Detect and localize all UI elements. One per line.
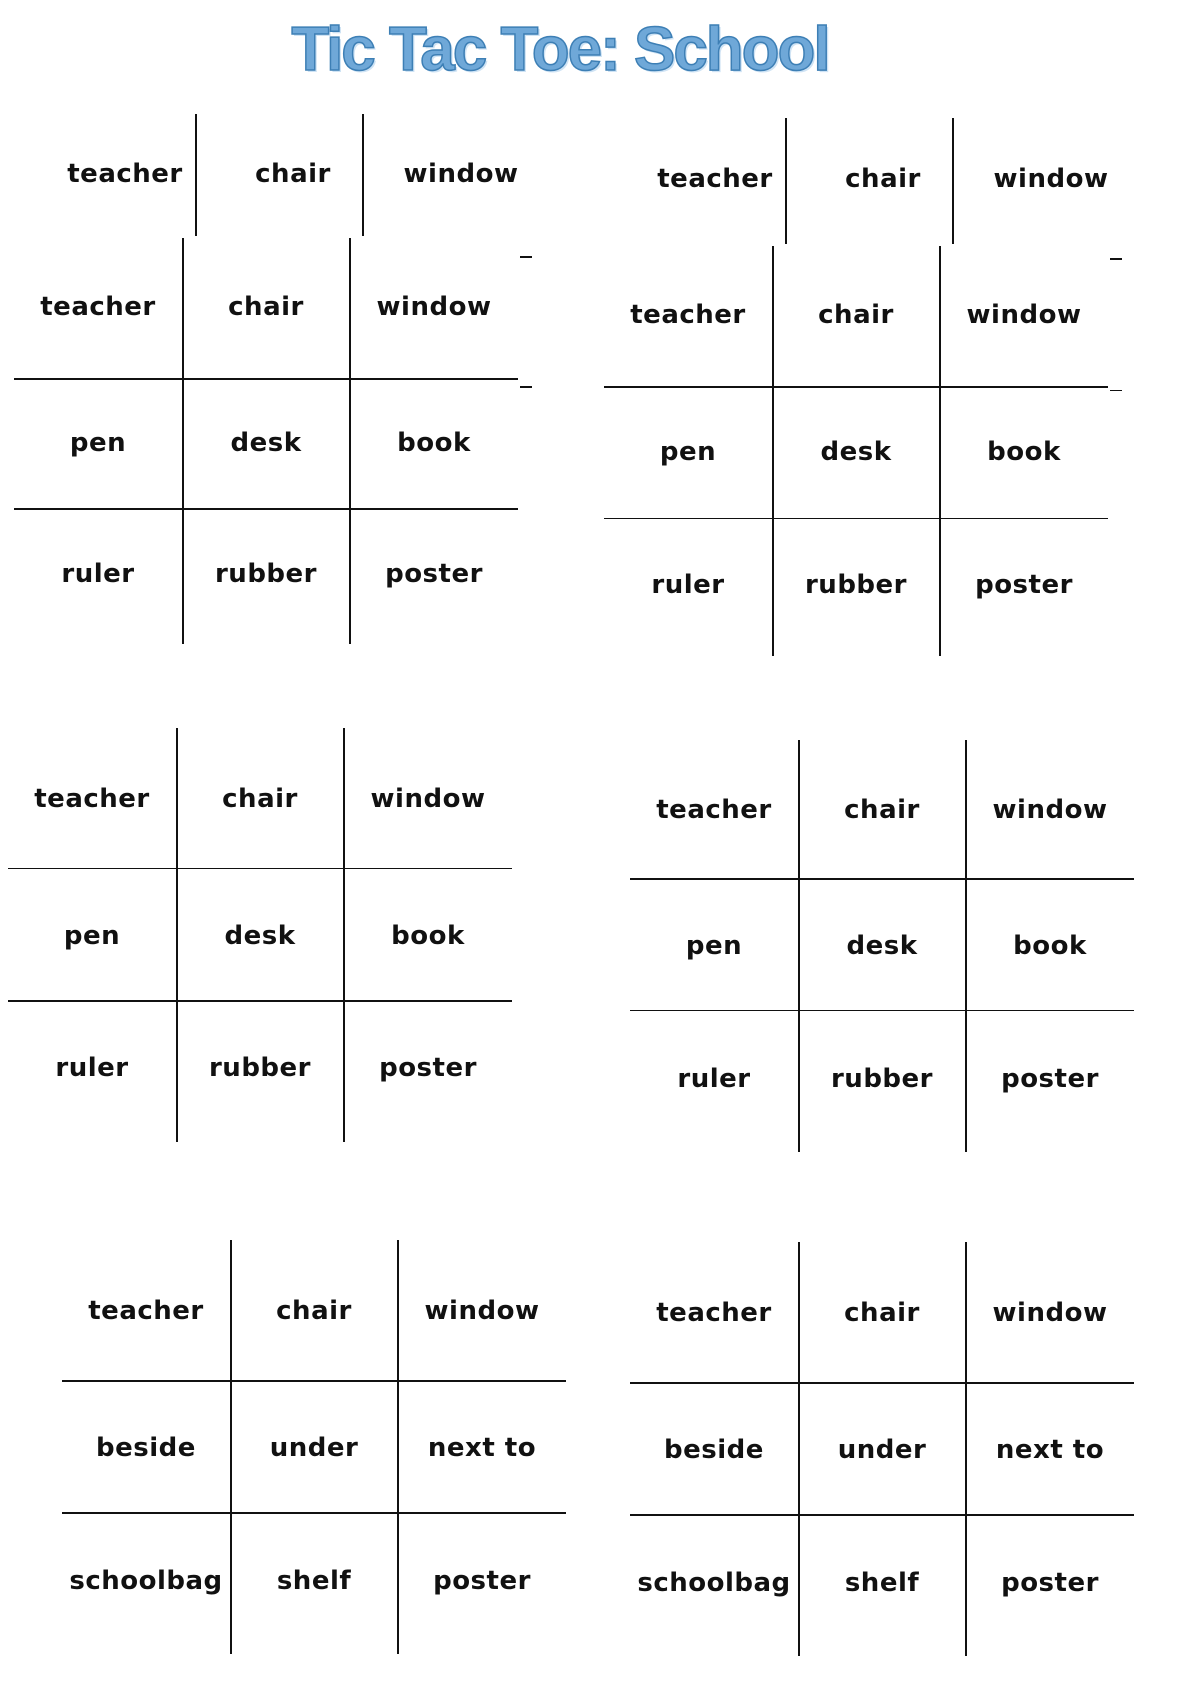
grid-cell: chair (845, 164, 921, 194)
grid-cell: chair (255, 159, 331, 189)
grid-line (630, 878, 1134, 880)
grid-cell: chair (228, 292, 304, 322)
grid-cell: desk (846, 931, 918, 961)
grid-cell: ruler (55, 1053, 129, 1083)
grid-cell: teacher (88, 1296, 204, 1326)
grid-cell: rubber (804, 570, 907, 600)
grid-cell: window (376, 292, 492, 322)
grid-line (8, 1000, 512, 1002)
grid-line (772, 246, 774, 656)
grid-cell: pen (685, 931, 743, 961)
page-title: Tic Tac Toe: School (291, 15, 829, 84)
grid-cell: chair (222, 784, 298, 814)
grid-cell: teacher (630, 300, 746, 330)
grid-line (195, 114, 197, 236)
grid-cell: book (1013, 931, 1087, 961)
grid-line (182, 238, 184, 644)
tic-tac-toe-grid-6 (630, 1242, 1150, 1662)
grid-cell: rubber (208, 1053, 311, 1083)
grid-line (14, 378, 518, 380)
grid-line (798, 740, 800, 1152)
grid-cell: teacher (40, 292, 156, 322)
grid-line (62, 1512, 566, 1514)
grid-cell: ruler (651, 570, 725, 600)
grid-cell: teacher (657, 164, 773, 194)
grid-line (965, 740, 967, 1152)
grid-cell: teacher (67, 159, 183, 189)
grid-cell: poster (975, 570, 1073, 600)
grid-line (349, 238, 351, 644)
grid-cell: poster (1001, 1064, 1099, 1094)
grid-line (62, 1380, 566, 1382)
tic-tac-toe-grid-3 (8, 728, 528, 1148)
grid-cell: next to (427, 1433, 537, 1463)
grid-cell: desk (230, 428, 302, 458)
grid-cell: chair (818, 300, 894, 330)
grid-cell: book (987, 437, 1061, 467)
stray-mark (1110, 390, 1122, 391)
stray-mark (520, 256, 532, 258)
grid-cell: window (992, 1298, 1108, 1328)
grid-line (630, 1382, 1134, 1384)
stray-mark (1110, 258, 1122, 260)
grid-cell: book (391, 921, 465, 951)
grid-cell: book (397, 428, 471, 458)
grid-cell: window (992, 795, 1108, 825)
grid-line (798, 1242, 800, 1656)
tic-tac-toe-grid-1 (14, 114, 534, 654)
grid-cell: beside (664, 1435, 764, 1465)
grid-cell: schoolbag (637, 1568, 791, 1598)
grid-line (8, 868, 512, 869)
grid-cell: poster (379, 1053, 477, 1083)
grid-cell: pen (63, 921, 121, 951)
grid-line (14, 508, 518, 510)
grid-cell: desk (224, 921, 296, 951)
tic-tac-toe-grid-2 (604, 118, 1124, 658)
grid-cell: desk (820, 437, 892, 467)
grid-cell: shelf (844, 1568, 920, 1598)
grid-cell: pen (659, 437, 717, 467)
grid-line (965, 1242, 967, 1656)
grid-line (952, 118, 954, 244)
grid-line (785, 118, 787, 244)
grid-cell: under (269, 1433, 359, 1463)
grid-line (176, 728, 178, 1142)
grid-cell: poster (433, 1566, 531, 1596)
grid-cell: window (403, 159, 519, 189)
stray-mark (520, 386, 532, 388)
grid-cell: window (424, 1296, 540, 1326)
tic-tac-toe-grid-4 (630, 740, 1150, 1160)
grid-cell: ruler (677, 1064, 751, 1094)
grid-cell: teacher (34, 784, 150, 814)
grid-line (604, 386, 1108, 388)
grid-cell: window (993, 164, 1109, 194)
grid-cell: teacher (656, 795, 772, 825)
grid-line (630, 1514, 1134, 1516)
grid-cell: poster (1001, 1568, 1099, 1598)
grid-cell: shelf (276, 1566, 352, 1596)
grid-line (939, 246, 941, 656)
grid-cell: chair (276, 1296, 352, 1326)
grid-cell: poster (385, 559, 483, 589)
grid-line (630, 1010, 1134, 1011)
grid-line (604, 518, 1108, 519)
tic-tac-toe-grid-5 (62, 1240, 582, 1660)
grid-cell: next to (995, 1435, 1105, 1465)
grid-line (230, 1240, 232, 1654)
grid-cell: window (370, 784, 486, 814)
grid-cell: beside (96, 1433, 196, 1463)
grid-cell: ruler (61, 559, 135, 589)
grid-line (397, 1240, 399, 1654)
grid-line (362, 114, 364, 236)
grid-cell: window (966, 300, 1082, 330)
grid-line (343, 728, 345, 1142)
grid-cell: teacher (656, 1298, 772, 1328)
grid-cell: schoolbag (69, 1566, 223, 1596)
grid-cell: chair (844, 795, 920, 825)
grid-cell: under (837, 1435, 927, 1465)
grid-cell: pen (69, 428, 127, 458)
grid-cell: chair (844, 1298, 920, 1328)
grid-cell: rubber (214, 559, 317, 589)
grid-cell: rubber (830, 1064, 933, 1094)
